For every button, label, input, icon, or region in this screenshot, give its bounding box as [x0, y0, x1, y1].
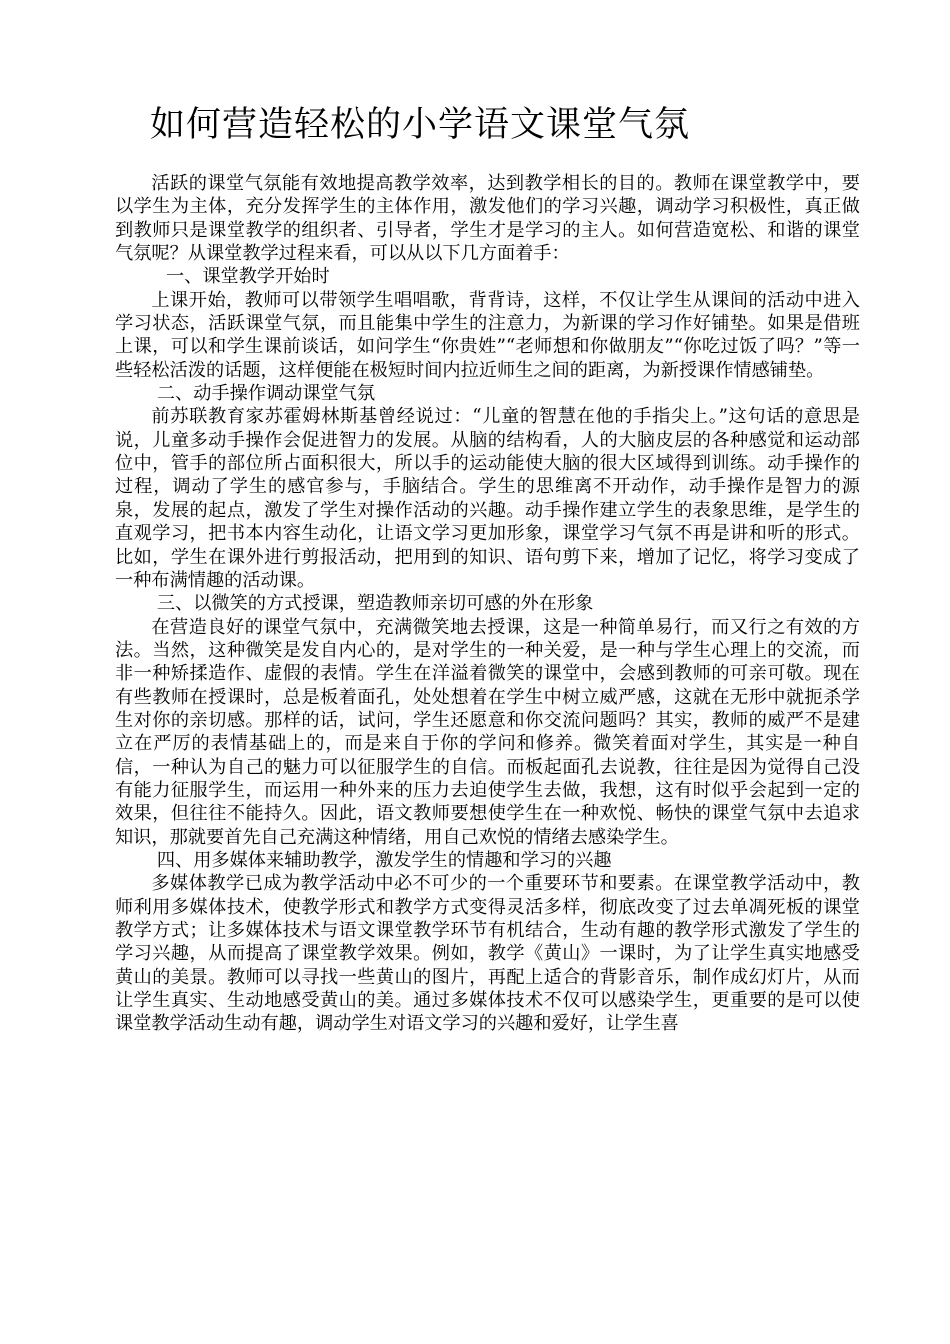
section-heading-4: 四、用多媒体来辅助教学，激发学生的情趣和学习的兴趣	[156, 849, 612, 871]
document-title: 如何营造轻松的小学语文课堂气氛	[150, 105, 691, 145]
section-heading-3: 三、以微笑的方式授课，塑造教师亲切可感的外在形象	[156, 593, 594, 615]
section-paragraph-2: 前苏联教育家苏霍姆林斯基曾经说过：“儿童的智慧在他的手指尖上。”这句话的意思是说，儿童多动手操作会促进智力的发展。从脑的结构看，人的大脑皮层的各种感觉和运动部位中，管手的部位所占面积很大，所以手的运动能使大脑的很大区域得到训练。动手操作的过程，调动了学生的感官参与，手脑结合。学生的思维离不开动作，动手操作是智力的源泉，发展的起点，激发了学生对操作活动的兴趣。动手操作建立学生的表象思维，是学生的直观学习，把书本内容生动化，让语文学习更加形象，课堂学习气氛不再是讲和听的形式。比如，学生在课外进行剪报活动，把用到的知识、语句剪下来，增加了记忆，将学习变成了一种布满情趣的活动课。	[115, 406, 860, 591]
section-heading-1: 一、课堂教学开始时	[165, 266, 330, 288]
document-body	[115, 172, 860, 1036]
intro-paragraph: 活跃的课堂气氛能有效地提高教学效率，达到教学相长的目的。教师在课堂教学中，要以学生为主体，充分发挥学生的主体作用，激发他们的学习兴趣，调动学习积极性，真正做到教师只是课堂教学的组织者、引导者，学生才是学习的主人。如何营造宽松、和谐的课堂气氛呢？从课堂教学过程来看，可以从以下几方面着手：	[115, 173, 860, 265]
section-paragraph-4: 多媒体教学已成为教学活动中必不可少的一个重要环节和要素。在课堂教学活动中，教师利用多媒体技术，使教学形式和教学方式变得灵活多样，彻底改变了过去单凋死板的课堂教学方式；让多媒体技术与语文课堂教学环节有机结合，生动有趣的教学形式激发了学生的学习兴趣，从而提高了课堂教学效果。例如，教学《黄山》一课时，为了让学生真实地感受黄山的美景。教师可以寻找一些黄山的图片，再配上适合的背影音乐，制作成幻灯片，从而让学生真实、生动地感受黄山的美。通过多媒体技术不仅可以感染学生，更重要的是可以使课堂教学活动生动有趣，调动学生对语文学习的兴趣和爱好，让学生喜	[115, 873, 860, 1035]
section-paragraph-1: 上课开始，教师可以带领学生唱唱歌，背背诗，这样，不仅让学生从课间的活动中进入学习状态，活跃课堂气氛，而且能集中学生的注意力，为新课的学习作好铺垫。如果是借班上课，可以和学生课前谈话，如问学生“你贵姓”“老师想和你做朋友”“你吃过饭了吗？”等一些轻松活泼的话题，这样便能在极短时间内拉近师生之间的距离，为新授课作情感铺垫。	[115, 289, 860, 381]
section-paragraph-3: 在营造良好的课堂气氛中，充满微笑地去授课，这是一种简单易行，而又行之有效的方法。当然，这种微笑是发自内心的，是对学生的一种关爱，是一种与学生心理上的交流，而非一种矫揉造作、虚假的表情。学生在洋溢着微笑的课堂中，会感到教师的可亲可敬。现在有些教师在授课时，总是板着面孔，处处想着在学生中树立威严感，这就在无形中就扼杀学生对你的亲切感。那样的话，试问，学生还愿意和你交流问题吗？其实，教师的威严不是建立在严厉的表情基础上的，而是来自于你的学问和修养。微笑着面对学生，其实是一种自信，一种认为自己的魅力可以征服学生的自信。而板起面孔去说教，往往是因为觉得自己没有能力征服学生，而运用一种外来的压力去迫使学生去做，我想，这有时似乎会起到一定的效果，但往往不能持久。因此，语文教师要想使学生在一种欢悦、畅快的课堂气氛中去追求知识，那就要首先自己充满这种情绪，用自己欢悦的情绪去感染学生。	[115, 616, 860, 848]
section-heading-2: 二、动手操作调动课堂气氛	[156, 383, 376, 405]
